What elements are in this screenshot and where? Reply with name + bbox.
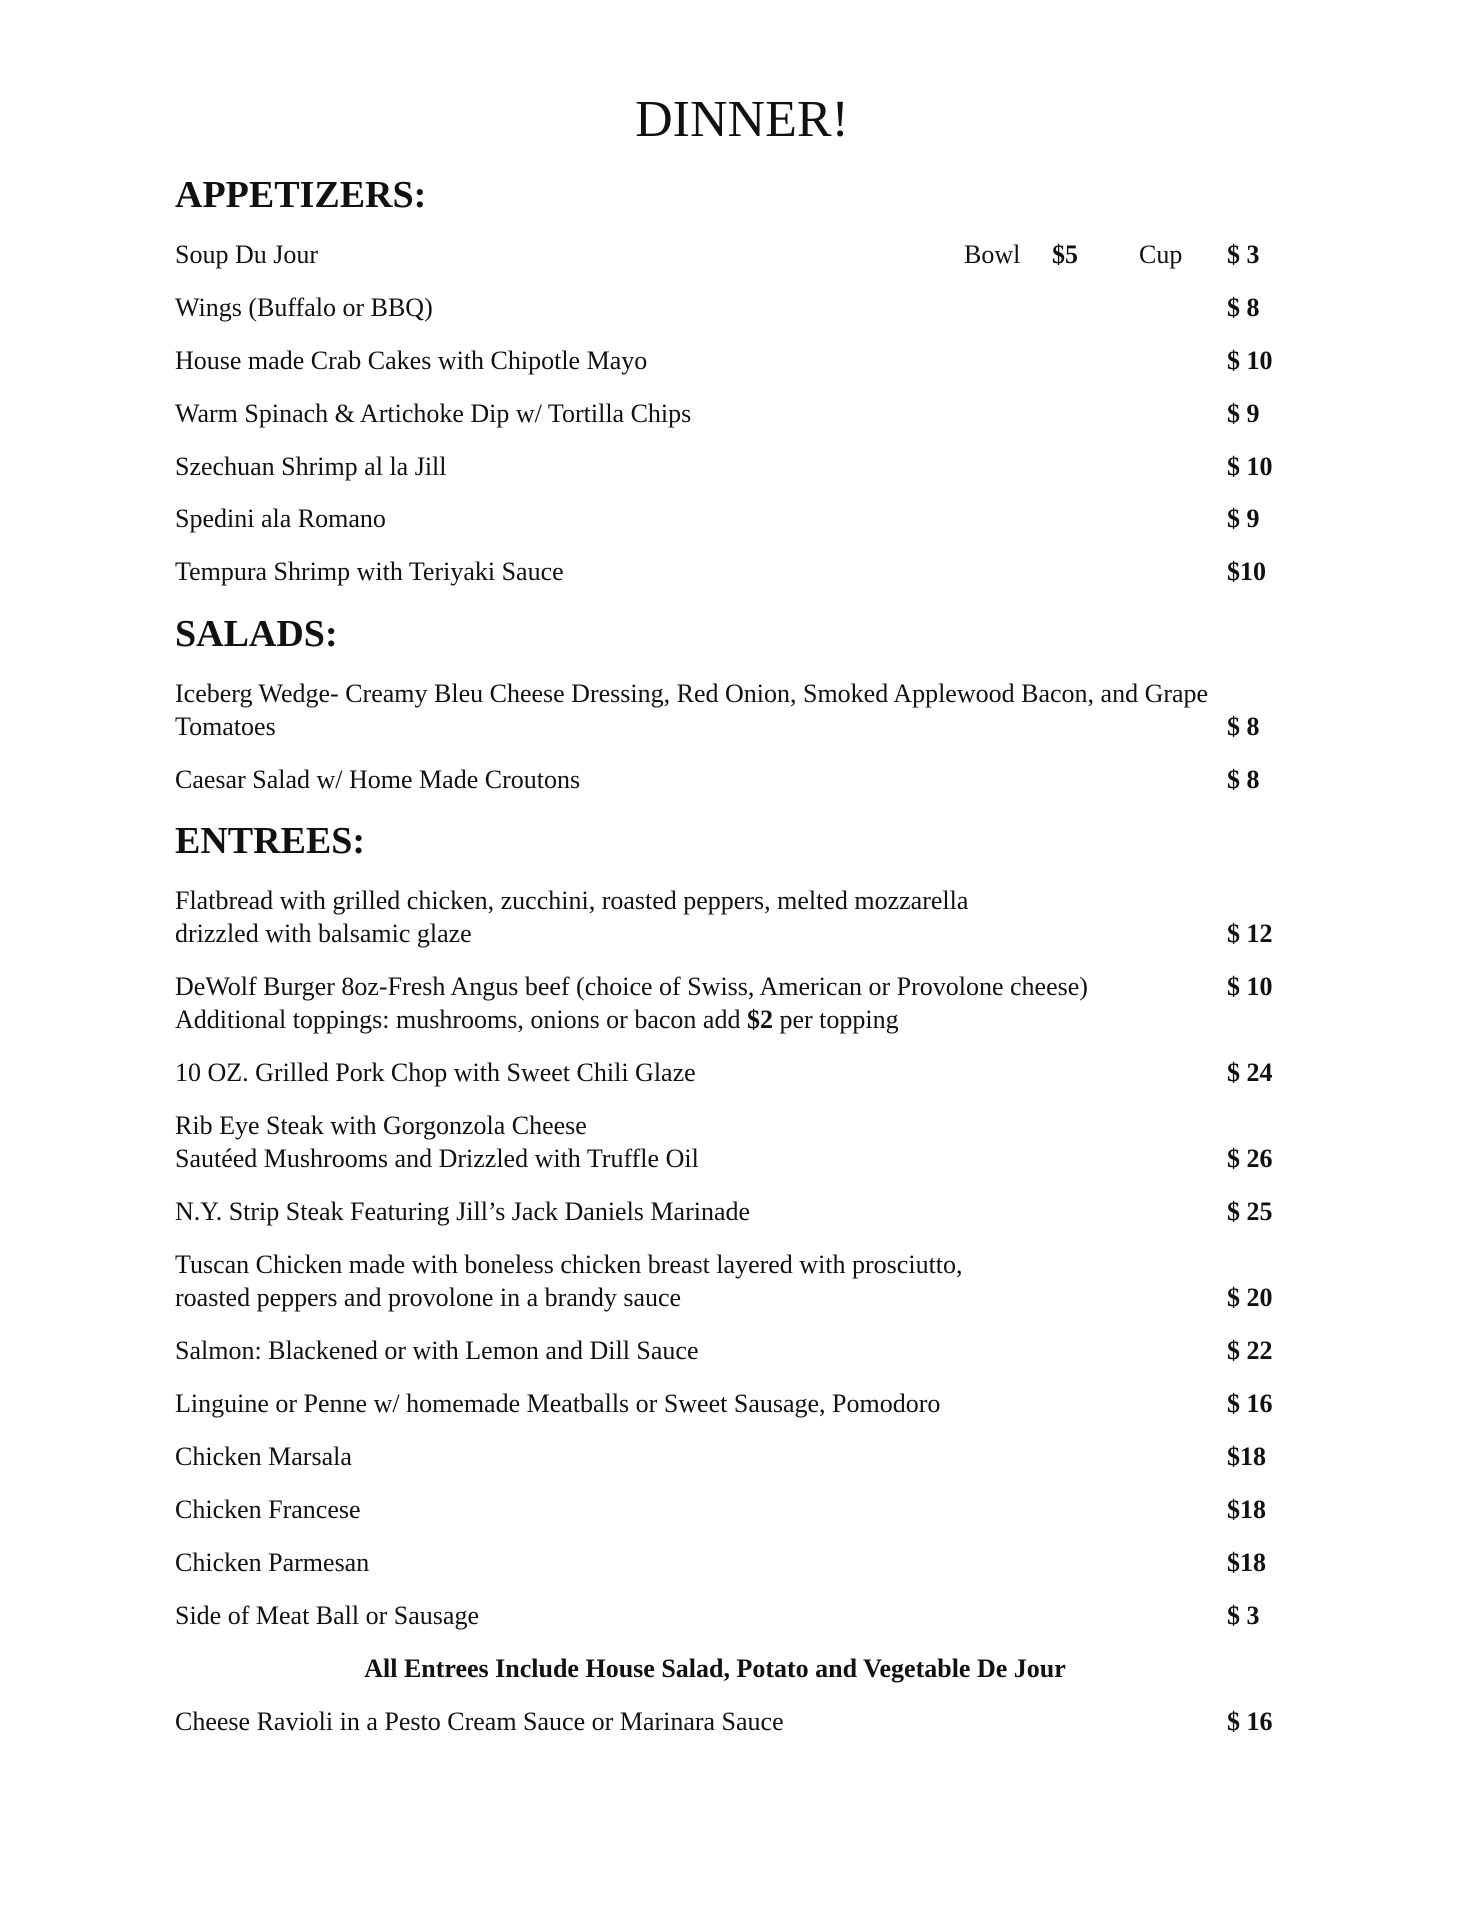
- price-salmon: $ 22: [1227, 1336, 1273, 1365]
- menu-item-rib-eye: Rib Eye Steak with Gorgonzola Cheese: [175, 1111, 587, 1140]
- price-caesar-salad: $ 8: [1227, 765, 1260, 794]
- menu-item-spinach-dip: Warm Spinach & Artichoke Dip w/ Tortilla Chips: [175, 399, 692, 428]
- menu-item-soup: Soup Du Jour: [175, 240, 319, 269]
- price-chicken-francese: $18: [1227, 1495, 1266, 1524]
- menu-item-iceberg-wedge-cont: Tomatoes: [175, 712, 276, 741]
- price-pork-chop: $ 24: [1227, 1058, 1273, 1087]
- menu-item-burger-toppings: [175, 1003, 899, 1036]
- entrees-note: All Entrees Include House Salad, Potato and Vegetable De Jour: [364, 1654, 1066, 1683]
- menu-item-flatbread-cont: drizzled with balsamic glaze: [175, 919, 472, 948]
- menu-item-salmon: Salmon: Blackened or with Lemon and Dill Sauce: [175, 1336, 699, 1365]
- menu-item-chicken-francese: Chicken Francese: [175, 1495, 361, 1524]
- price-crab-cakes: $ 10: [1227, 346, 1273, 375]
- menu-item-crab-cakes: House made Crab Cakes with Chipotle Mayo: [175, 346, 648, 375]
- menu-item-cheese-ravioli: Cheese Ravioli in a Pesto Cream Sauce or Marinara Sauce: [175, 1707, 784, 1736]
- price-szechuan-shrimp: $ 10: [1227, 452, 1273, 481]
- menu-item-caesar-salad: Caesar Salad w/ Home Made Croutons: [175, 765, 581, 794]
- cup-price: $ 3: [1227, 240, 1260, 269]
- menu-item-burger: DeWolf Burger 8oz-Fresh Angus beef (choice of Swiss, American or Provolone cheese): [175, 972, 1088, 1001]
- price-side: $ 3: [1227, 1601, 1260, 1630]
- price-chicken-marsala: $18: [1227, 1442, 1266, 1471]
- menu-item-chicken-parmesan: Chicken Parmesan: [175, 1548, 370, 1577]
- price-tuscan-chicken: $ 20: [1227, 1283, 1273, 1312]
- menu-item-rib-eye-cont: Sautéed Mushrooms and Drizzled with Truffle Oil: [175, 1144, 699, 1173]
- menu-item-szechuan-shrimp: Szechuan Shrimp al la Jill: [175, 452, 447, 481]
- toppings-text: Additional toppings: mushrooms, onions or bacon add: [175, 1005, 747, 1034]
- menu-item-linguine: Linguine or Penne w/ homemade Meatballs or Sweet Sausage, Pomodoro: [175, 1389, 941, 1418]
- price-chicken-parmesan: $18: [1227, 1548, 1266, 1577]
- bowl-label: Bowl: [964, 240, 1021, 269]
- price-linguine: $ 16: [1227, 1389, 1273, 1418]
- price-flatbread: $ 12: [1227, 919, 1273, 948]
- price-spinach-dip: $ 9: [1227, 399, 1260, 428]
- price-strip-steak: $ 25: [1227, 1197, 1273, 1226]
- price-wings: $ 8: [1227, 293, 1260, 322]
- menu-item-tempura-shrimp: Tempura Shrimp with Teriyaki Sauce: [175, 557, 564, 586]
- menu-item-tuscan-chicken: Tuscan Chicken made with boneless chicken breast layered with prosciutto,: [175, 1250, 963, 1279]
- salads-heading: SALADS:: [175, 613, 338, 655]
- menu-item-side: Side of Meat Ball or Sausage: [175, 1601, 479, 1630]
- menu-item-flatbread: Flatbread with grilled chicken, zucchini, roasted peppers, melted mozzarella: [175, 886, 969, 915]
- price-tempura-shrimp: $10: [1227, 557, 1266, 586]
- menu-item-iceberg-wedge: Iceberg Wedge- Creamy Bleu Cheese Dressing, Red Onion, Smoked Applewood Bacon, and Grape: [175, 679, 1209, 708]
- price-spedini: $ 9: [1227, 504, 1260, 533]
- topping-price: $2: [746, 1005, 773, 1034]
- price-iceberg-wedge: $ 8: [1227, 712, 1260, 741]
- price-rib-eye: $ 26: [1227, 1144, 1273, 1173]
- appetizers-heading: APPETIZERS:: [175, 174, 427, 216]
- menu-item-pork-chop: 10 OZ. Grilled Pork Chop with Sweet Chili Glaze: [175, 1058, 696, 1087]
- menu-item-strip-steak: N.Y. Strip Steak Featuring Jill’s Jack Daniels Marinade: [175, 1197, 751, 1226]
- menu-item-tuscan-chicken-cont: roasted peppers and provolone in a brandy sauce: [175, 1283, 682, 1312]
- toppings-text-end: per topping: [772, 1005, 899, 1034]
- price-cheese-ravioli: $ 16: [1227, 1707, 1273, 1736]
- menu-item-spedini: Spedini ala Romano: [175, 504, 386, 533]
- price-burger: $ 10: [1227, 972, 1273, 1001]
- entrees-heading: ENTREES:: [175, 820, 366, 862]
- bowl-price: $5: [1052, 240, 1078, 269]
- page-title: DINNER!: [635, 91, 849, 148]
- menu-item-chicken-marsala: Chicken Marsala: [175, 1442, 352, 1471]
- cup-label: Cup: [1139, 240, 1183, 269]
- menu-item-wings: Wings (Buffalo or BBQ): [175, 293, 433, 322]
